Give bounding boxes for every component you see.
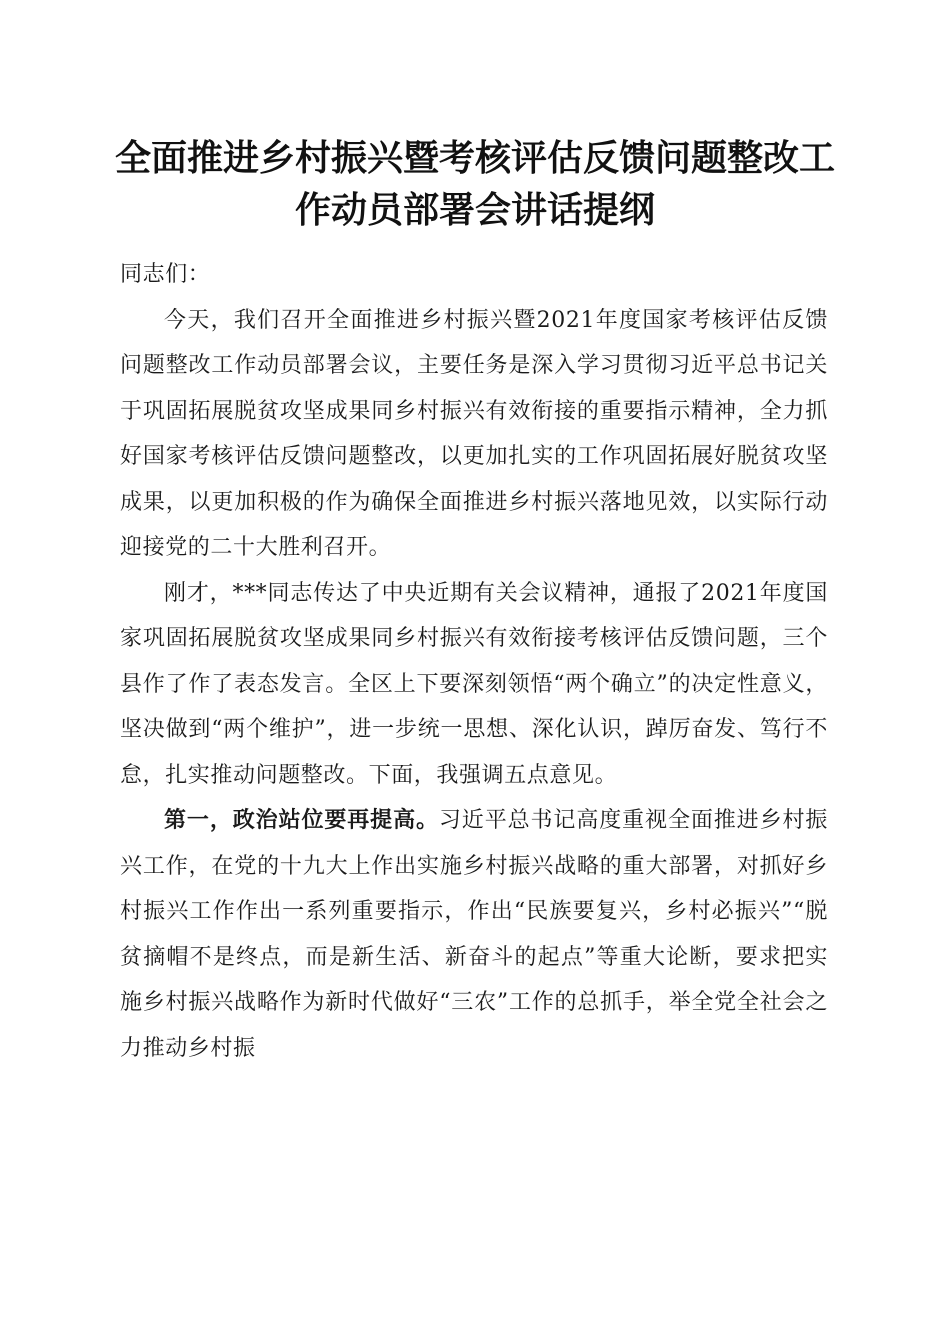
salutation: 同志们： [120,262,211,287]
document-body [120,252,828,1071]
paragraph-2: 刚才，***同志传达了中央近期有关会议精神，通报了2021年度国家巩固拓展脱贫攻坚成果同乡村振兴有效衔接考核评估反馈问题，三个县作了作了表态发言。全区上下要深刻领悟“两个确立”的决定性意义，坚决做到“两个维护”，进一步统一思想、深化认识，踔厉奋发、笃行不怠，扎实推动问题整改。下面，我强调五点意见。 [120,580,828,788]
paragraph-1: 今天，我们召开全面推进乡村振兴暨2021年度国家考核评估反馈问题整改工作动员部署会议，主要任务是深入学习贯彻习近平总书记关于巩固拓展脱贫攻坚成果同乡村振兴有效衔接的重要指示精神，全力抓好国家考核评估反馈问题整改，以更加扎实的工作巩固拓展好脱贫攻坚成果，以更加积极的作为确保全面推进乡村振兴落地见效，以实际行动迎接党的二十大胜利召开。 [120,307,828,560]
paragraph-3-text: 习近平总书记高度重视全面推进乡村振兴工作，在党的十九大上作出实施乡村振兴战略的重大部署，对抓好乡村振兴工作作出一系列重要指示，作出“民族要复兴，乡村必振兴”“脱贫摘帽不是终点，而是新生活、新奋斗的起点”等重大论断，要求把实施乡村振兴战略作为新时代做好“三农”工作的总抓手，举全党全社会之力推动乡村振 [120,808,829,1061]
document-title [100,132,850,236]
title-line-2: 作动员部署会讲话提纲 [294,189,655,231]
paragraph-3 [120,798,828,1071]
paragraph-3-heading: 第一，政治站位要再提高。 [164,807,439,833]
title-line-1: 全面推进乡村振兴暨考核评估反馈问题整改工 [114,137,835,179]
